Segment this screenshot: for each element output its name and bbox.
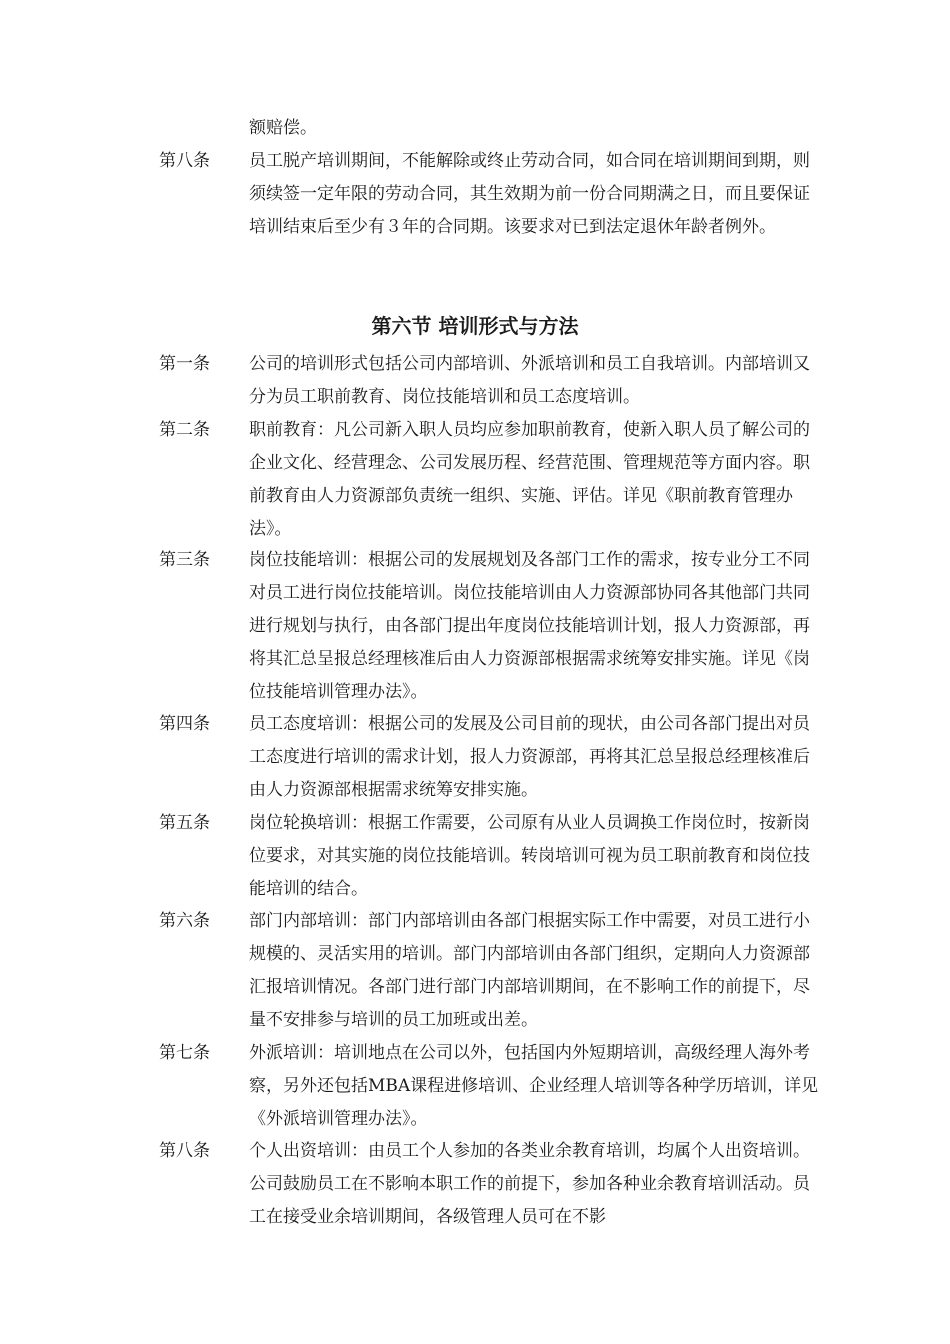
article-label: 第一条 <box>159 354 210 374</box>
article-body: 部门内部培训：部门内部培训由各部门根据实际工作中需要，对员工进行小规模的、灵活实用的培训。部门内部培训由各部门组织，定期向人力资源部汇报培训情况。各部门进行部门内部培训期间，在不影响工作的前提下，尽量不安排参与培训的员工加班或出差。 <box>249 911 810 1030</box>
article-label: 第五条 <box>159 813 210 833</box>
article-body: 个人出资培训：由员工个人参加的各类业余教育培训，均属个人出资培训。公司鼓励员工在不影响本职工作的前提下，参加各种业余教育培训活动。员工在接受业余培训期间，各级管理人员可在不影 <box>249 1141 810 1227</box>
section-title: 第六节 培训形式与方法 <box>371 314 579 338</box>
article-body: 公司的培训形式包括公司内部培训、外派培训和员工自我培训。内部培训又分为员工职前教育、岗位技能培训和员工态度培训。 <box>249 354 810 407</box>
article-label: 第七条 <box>159 1043 210 1063</box>
article-label: 第二条 <box>159 420 210 440</box>
prev-article-body: 员工脱产培训期间，不能解除或终止劳动合同，如合同在培训期间到期，则须续签一定年限的劳动合同，其生效期为前一份合同期满之日，而且要保证培训结束后至少有３年的合同期。该要求对已到法定退休年龄者例外。 <box>249 151 810 237</box>
article-label: 第三条 <box>159 550 210 570</box>
article-body: 岗位技能培训：根据公司的发展规划及各部门工作的需求，按专业分工不同对员工进行岗位技能培训。岗位技能培训由人力资源部协同各其他部门共同进行规划与执行，由各部门提出年度岗位技能培训计划，报人力资源部，再将其汇总呈报总经理核准后由人力资源部根据需求统筹安排实施。详见《岗位技能培训管理办法》。 <box>249 550 810 702</box>
article-label: 第六条 <box>159 911 210 931</box>
article-body: 岗位轮换培训：根据工作需要，公司原有从业人员调换工作岗位时，按新岗位要求，对其实施的岗位技能培训。转岗培训可视为员工职前教育和岗位技能培训的结合。 <box>249 813 810 899</box>
carry-over-text: 额赔偿。 <box>249 118 317 138</box>
article-body: 职前教育：凡公司新入职人员均应参加职前教育，使新入职人员了解公司的企业文化、经营理念、公司发展历程、经营范围、管理规范等方面内容。职前教育由人力资源部负责统一组织、实施、评估。详见《职前教育管理办法》。 <box>249 420 810 539</box>
article-body: 外派培训：培训地点在公司以外，包括国内外短期培训，高级经理人海外考察，另外还包括MBA课程进修培训、企业经理人培训等各种学历培训，详见《外派培训管理办法》。 <box>249 1043 819 1129</box>
article-label: 第四条 <box>159 714 210 734</box>
article-body: 员工态度培训：根据公司的发展及公司目前的现状，由公司各部门提出对员工态度进行培训的需求计划，报人力资源部，再将其汇总呈报总经理核准后由人力资源部根据需求统筹安排实施。 <box>249 714 810 800</box>
article-label: 第八条 <box>159 1141 210 1161</box>
prev-article-label: 第八条 <box>159 151 210 171</box>
